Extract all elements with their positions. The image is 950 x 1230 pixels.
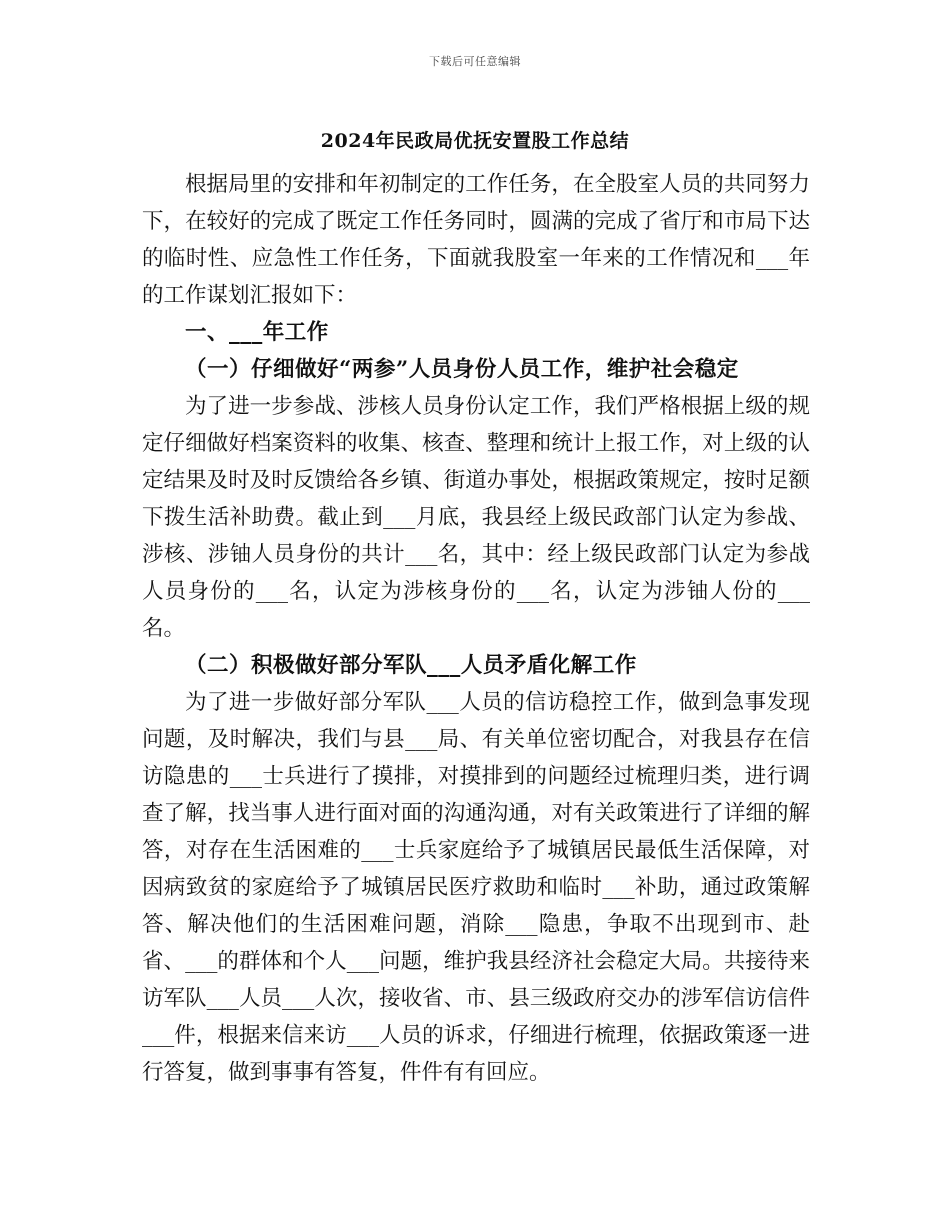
document-body [142,166,810,1091]
subsection-paragraph-1: 为了进一步参战、涉核人员身份认定工作，我们严格根据上级的规定仔细做好档案资料的收集、核查、整理和统计上报工作，对上级的认定结果及时及时反馈给各乡镇、街道办事处，根据政策规定，按时足额下拨生活补助费。截止到___月底，我县经上级民政部门认定为参战、涉核、涉铀人员身份的共计___名，其中：经上级民政部门认定为参战人员身份的___名，认定为涉核身份的___名，认定为涉铀人份的___名。 [142,394,810,641]
section-heading-1: 一、___年工作 [185,320,329,345]
intro-paragraph: 根据局里的安排和年初制定的工作任务，在全股室人员的共同努力下，在较好的完成了既定工作任务同时，圆满的完成了省厅和市局下达的临时性、应急性工作任务，下面就我股室一年来的工作情况和___年的工作谋划汇报如下： [142,172,810,308]
page-header-note: 下载后可任意编辑 [429,55,521,68]
subsection-heading-2: （二）积极做好部分军队___人员矛盾化解工作 [185,653,637,678]
document-title: 2024年民政局优抚安置股工作总结 [320,130,630,152]
subsection-paragraph-2: 为了进一步做好部分军队___人员的信访稳控工作，做到急事发现问题，及时解决，我们与县___局、有关单位密切配合，对我县存在信访隐患的___士兵进行了摸排，对摸排到的问题经过梳理归类，进行调查了解，找当事人进行面对面的沟通沟通，对有关政策进行了详细的解答，对存在生活困难的___士兵家庭给予了城镇居民最低生活保障，对因病致贫的家庭给予了城镇居民医疗救助和临时___补助，通过政策解答、解决他们的生活困难问题，消除___隐患，争取不出现到市、赴省、___的群体和个人___问题，维护我县经济社会稳定大局。共接待来访军队___人员___人次，接收省、市、县三级政府交办的涉军信访信件___件，根据来信来访___人员的诉求，仔细进行梳理，依据政策逐一进行答复，做到事事有答复，件件有有回应。 [142,690,810,1085]
subsection-heading-1: （一）仔细做好“两参”人员身份人员工作，维护社会稳定 [185,357,739,382]
